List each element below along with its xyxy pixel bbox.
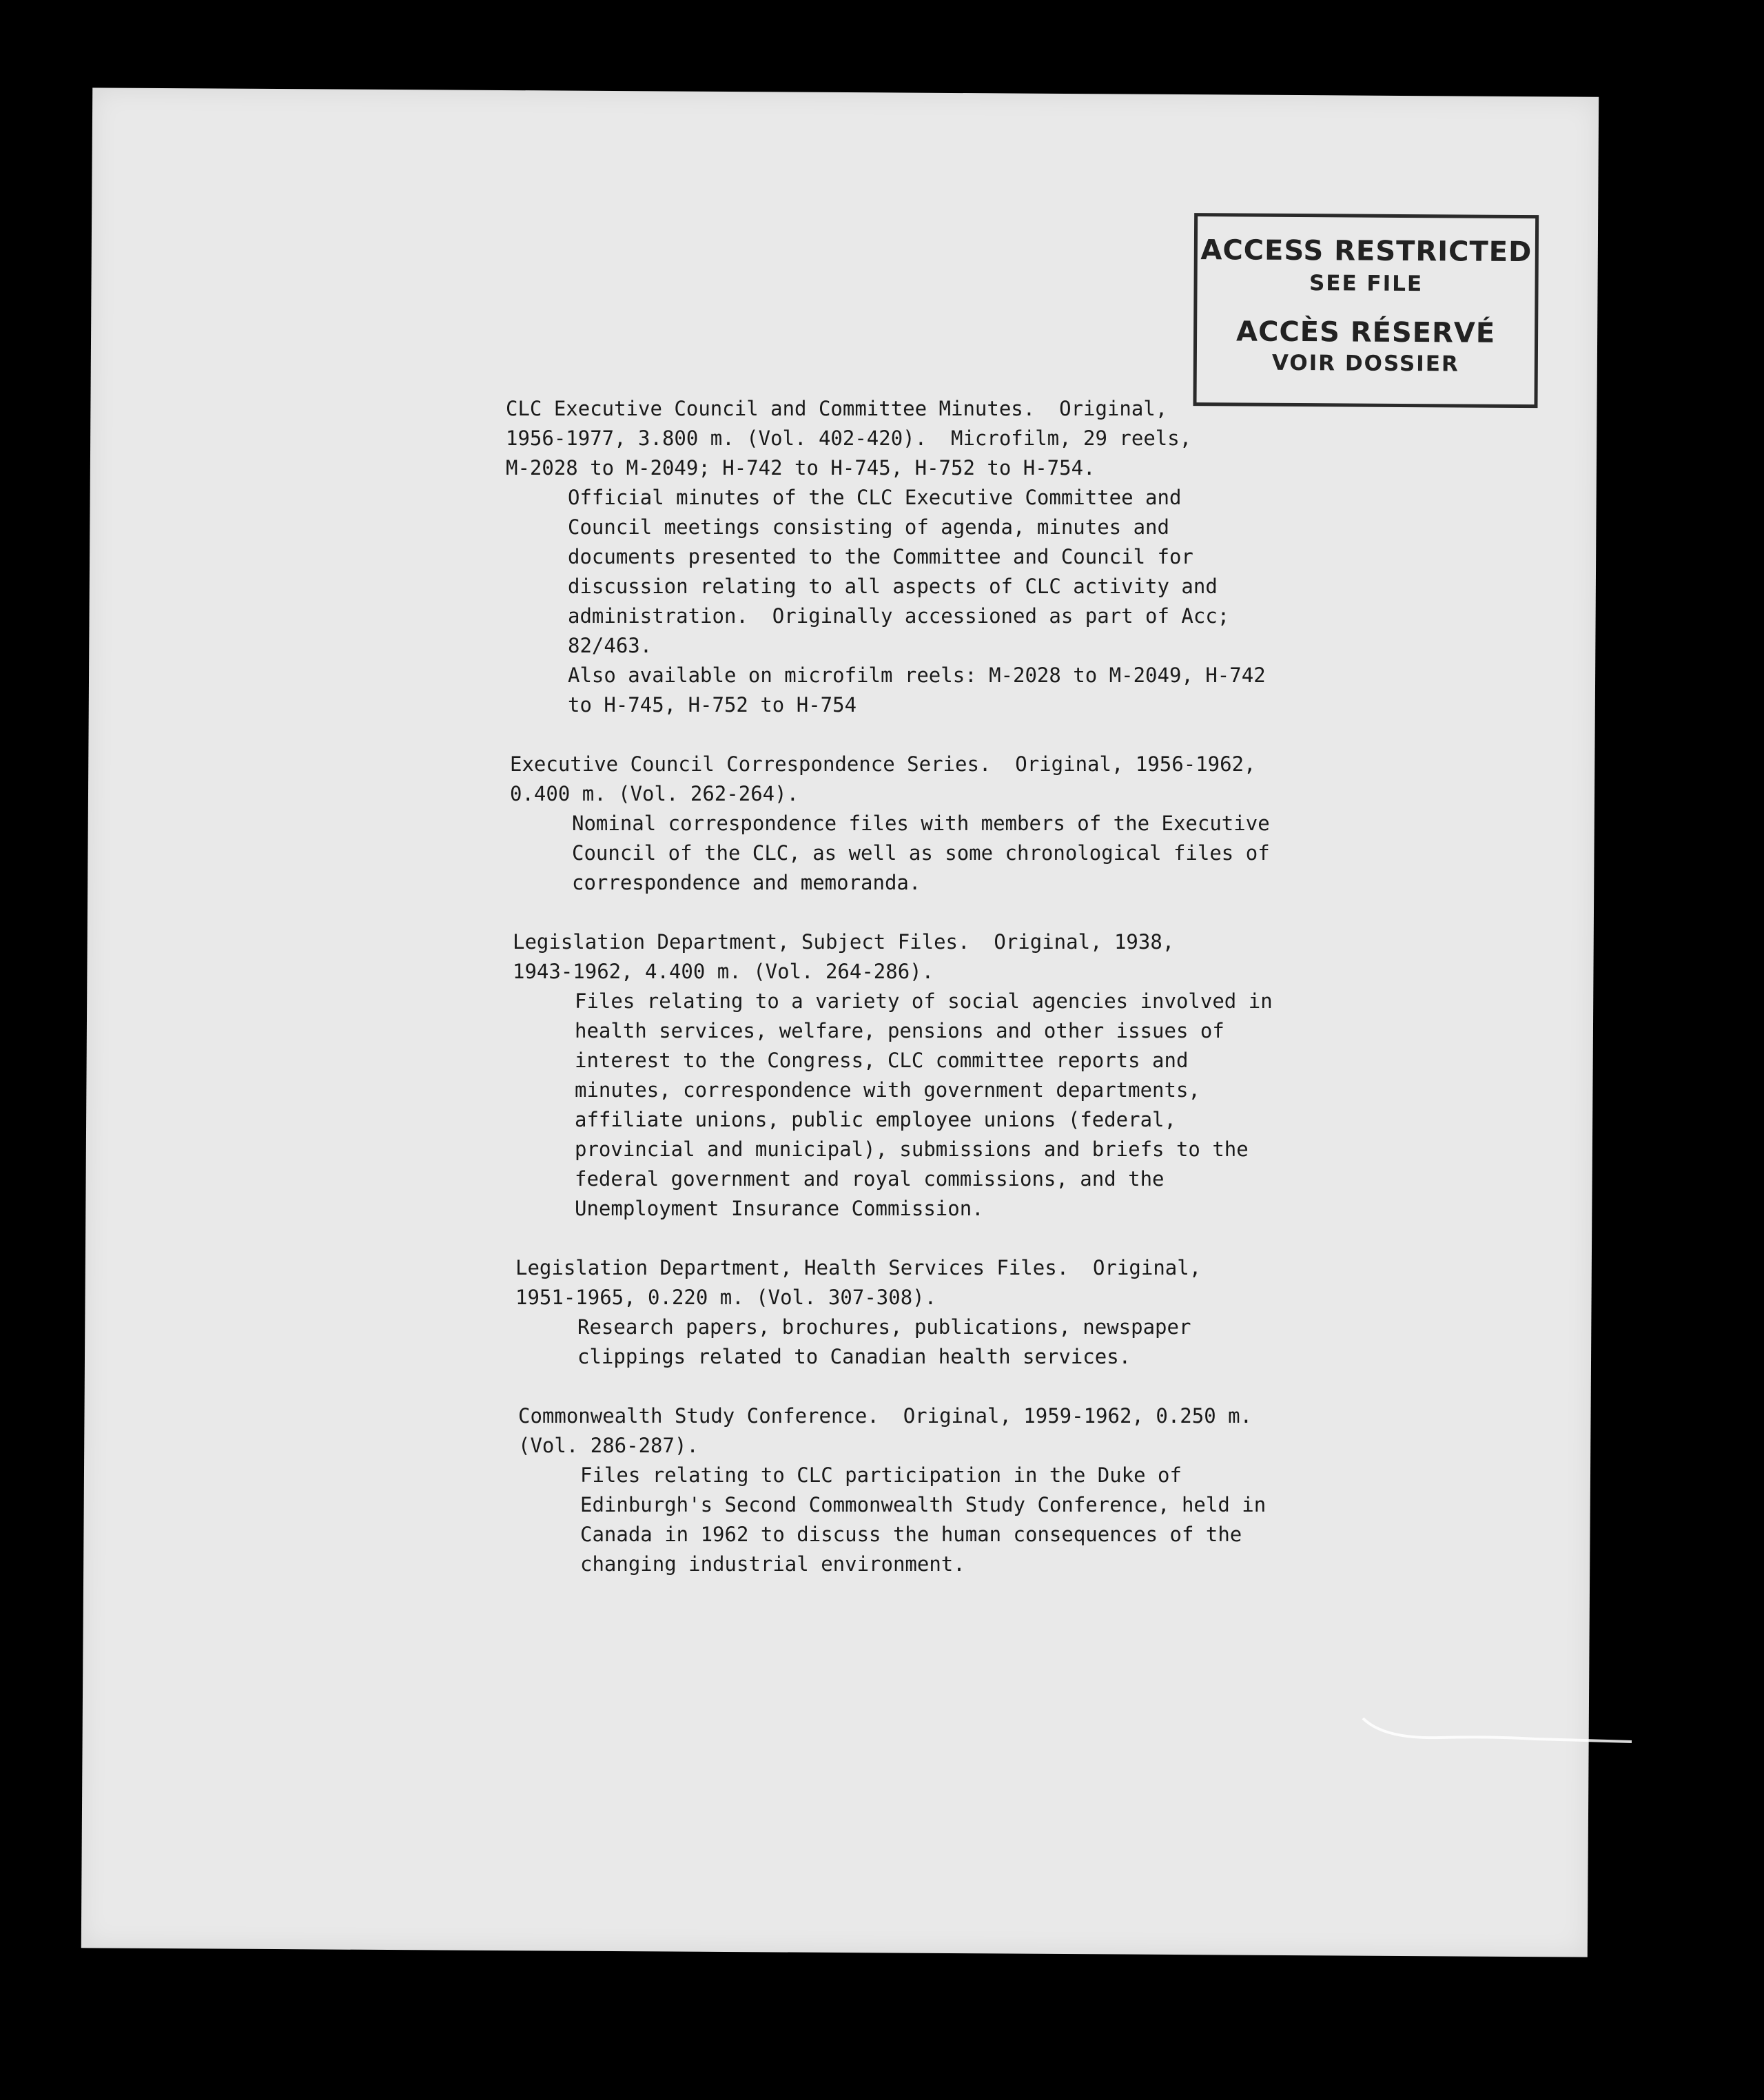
entry-heading-line: CLC Executive Council and Committee Minutes. Original, [506, 397, 1168, 420]
entry-description-line: Files relating to CLC participation in the Duke of [580, 1463, 1182, 1487]
entry-heading-line: Legislation Department, Subject Files. Original, 1938, [513, 930, 1175, 954]
stamp-line: SEE FILE [1309, 271, 1424, 297]
entry-heading-line: Commonwealth Study Conference. Original, 1959-1962, 0.250 m. [518, 1404, 1253, 1428]
entry-description-line: clippings related to Canadian health services. [577, 1345, 1131, 1368]
stamp-line: ACCESS RESTRICTED [1200, 234, 1532, 269]
entry-heading-line: 1956-1977, 3.800 m. (Vol. 402-420). Microfilm, 29 reels, [506, 426, 1192, 450]
series-entry [510, 750, 1470, 898]
entry-description-line: health services, welfare, pensions and other issues of [575, 1019, 1224, 1042]
document-body [506, 394, 1470, 1609]
series-entry [515, 1253, 1470, 1372]
entry-description-line: Canada in 1962 to discuss the human consequences of the [580, 1523, 1242, 1546]
entry-heading-line: 1951-1965, 0.220 m. (Vol. 307-308). [515, 1286, 937, 1309]
entry-description-line: minutes, correspondence with government departments, [575, 1078, 1200, 1102]
entry-heading-line: (Vol. 286-287). [518, 1434, 699, 1457]
entry-description-line: provincial and municipal), submissions and briefs to the [575, 1138, 1249, 1161]
entry-description-line: federal government and royal commissions, and the [575, 1167, 1165, 1191]
entry-heading-line: M-2028 to M-2049; H-742 to H-745, H-752 to H-754. [506, 456, 1096, 480]
entry-description-line: correspondence and memoranda. [572, 871, 921, 894]
entry-description-line: interest to the Congress, CLC committee reports and [575, 1049, 1189, 1072]
stamp-line: VOIR DOSSIER [1271, 350, 1459, 377]
entry-description-line: affiliate unions, public employee unions (federal, [575, 1108, 1176, 1131]
series-entry [513, 927, 1470, 1224]
entry-description-line: documents presented to the Committee and Council for [568, 545, 1193, 568]
entry-description-line: Edinburgh's Second Commonwealth Study Conference, held in [580, 1493, 1266, 1516]
entry-heading-line: 0.400 m. (Vol. 262-264). [510, 782, 799, 805]
entry-description-line: Nominal correspondence files with members of the Executive [572, 812, 1270, 835]
stamp-line: ACCÈS RÉSERVÉ [1235, 316, 1496, 349]
entry-description-line: Official minutes of the CLC Executive Committee and [568, 486, 1182, 509]
entry-description-line: to H-745, H-752 to H-754 [568, 693, 857, 717]
entry-description-line: administration. Originally accessioned as part of Acc; [568, 604, 1230, 628]
entry-description-line: Unemployment Insurance Commission. [575, 1197, 984, 1220]
entry-description-line: Research papers, brochures, publications, newspaper [577, 1315, 1191, 1339]
paper-fold-mark [1356, 1711, 1632, 1753]
entry-heading-line: 1943-1962, 4.400 m. (Vol. 264-286). [513, 960, 934, 983]
entry-heading-line: Legislation Department, Health Services Files. Original, [515, 1256, 1202, 1279]
entry-description-line: Council of the CLC, as well as some chronological files of [572, 841, 1270, 865]
series-entry [506, 394, 1470, 720]
entry-description-line: Also available on microfilm reels: M-2028 to M-2049, H-742 [568, 663, 1266, 687]
entry-description-line: changing industrial environment. [580, 1552, 965, 1576]
entry-description-line: Files relating to a variety of social agencies involved in [575, 989, 1273, 1013]
entry-description-line: discussion relating to all aspects of CLC activity and [568, 575, 1218, 598]
entry-heading-line: Executive Council Correspondence Series. Original, 1956-1962, [510, 752, 1256, 776]
entry-description-line: Council meetings consisting of agenda, minutes and [568, 515, 1169, 539]
access-restricted-stamp [1193, 213, 1539, 408]
entry-description-line: 82/463. [568, 634, 653, 657]
series-entry [518, 1401, 1470, 1579]
